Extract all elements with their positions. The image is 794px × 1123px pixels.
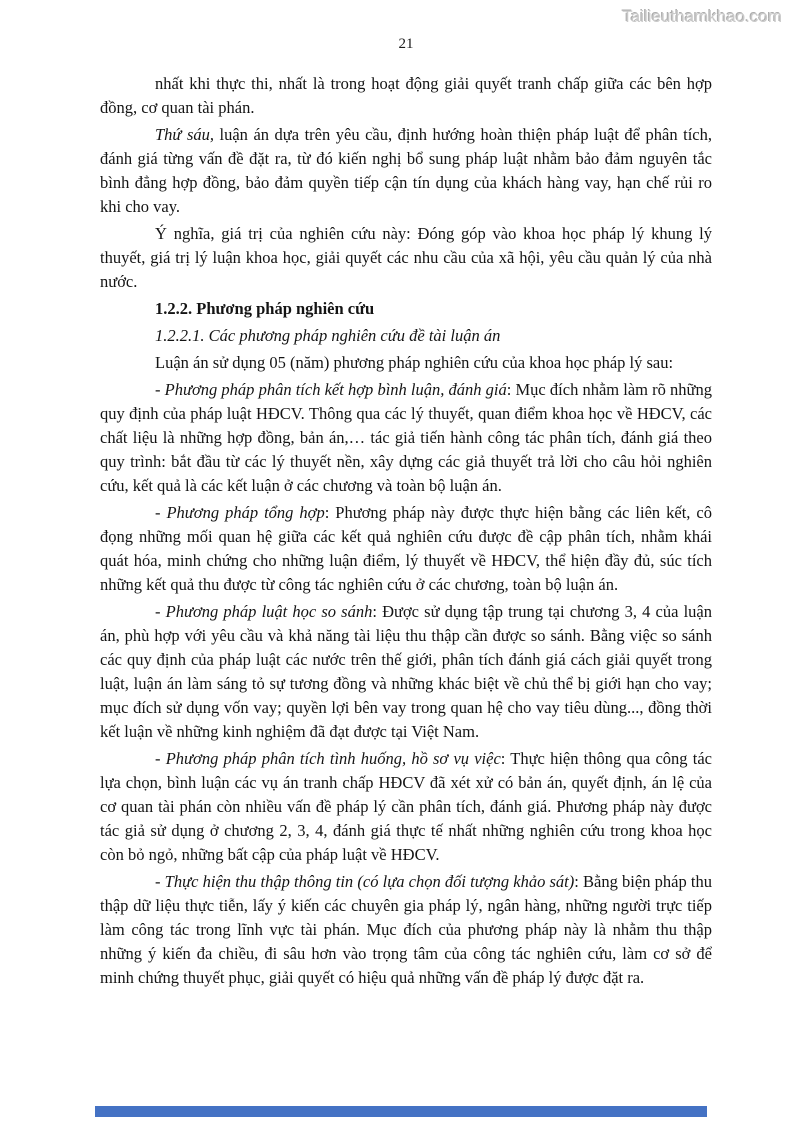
paragraph-text: : Mục đích nhằm làm rõ những quy định của pháp luật HĐCV. Thông qua các lý thuyết, quan điểm khoa học về HĐCV, các chất liệu là những hợp đồng, bản án,… tác giả tiến hành công tác phân tích, đánh giá theo quy trình: bắt đầu từ các lý thuyết nền, xây dựng các giả thuyết trả lời cho câu hỏi nghiên cứu, kết quả là các kết luận ở các chương và toàn bộ luận án. xyxy=(100,380,712,495)
paragraph xyxy=(100,351,712,375)
paragraph xyxy=(100,600,712,744)
paragraph xyxy=(100,72,712,120)
paragraph-text: luận án dựa trên yêu cầu, định hướng hoàn thiện pháp luật để phân tích, đánh giá từng vấn đề đặt ra, từ đó kiến nghị bổ sung pháp luật nhằm bảo đảm nguyên tắc bình đẳng hợp đồng, bảo đảm quyền tiếp cận tín dụng của khách hàng vay, hạn chế rủi ro khi cho vay. xyxy=(100,125,712,216)
paragraph-lead-italic: - Phương pháp phân tích tình huống, hồ sơ vụ việc xyxy=(155,749,501,768)
paragraph-lead-italic: - Phương pháp luật học so sánh xyxy=(155,602,373,621)
paragraph-text: nhất khi thực thi, nhất là trong hoạt động giải quyết tranh chấp giữa các bên hợp đồng, cơ quan tài phán. xyxy=(100,74,712,117)
page-number: 21 xyxy=(398,36,414,52)
section-heading xyxy=(100,297,712,321)
paragraph-lead-italic: Thứ sáu, xyxy=(155,125,214,144)
subheading-text: 1.2.2.1. Các phương pháp nghiên cứu đề tài luận án xyxy=(155,326,501,345)
paragraph-lead-italic: - Thực hiện thu thập thông tin (có lựa chọn đối tượng khảo sát) xyxy=(155,872,575,891)
paragraph-lead-italic: - Phương pháp tổng hợp xyxy=(155,503,325,522)
footer-bar xyxy=(95,1106,707,1117)
paragraph-text: : Phương pháp này được thực hiện bằng các liên kết, cô đọng những mối quan hệ giữa các kết quả nghiên cứu được đề cập phân tích, nhằm khái quát hóa, minh chứng cho những luận điểm, lý thuyết về HĐCV, thể hiện đầy đủ, súc tích những kết quả thu được từ công tác nghiên cứu ở các chương, toàn bộ luận án. xyxy=(100,503,712,594)
paragraph-text: Luận án sử dụng 05 (năm) phương pháp nghiên cứu của khoa học pháp lý sau: xyxy=(155,353,674,372)
paragraph-text: : Bằng biện pháp thu thập dữ liệu thực tiễn, lấy ý kiến các chuyên gia pháp lý, ngân hàng, những người trực tiếp làm công tác trong lĩnh vực tài phán. Mục đích của phương pháp này là nhằm thu thập những ý kiến đa chiều, đi sâu hơn vào trọng tâm của công tác nghiên cứu, làm cơ sở để minh chứng thuyết phục, giải quyết có hiệu quả những vấn đề pháp lý được đặt ra. xyxy=(100,872,712,987)
paragraph-text: : Thực hiện thông qua công tác lựa chọn, bình luận các vụ án tranh chấp HĐCV đã xét xử có bản án, quyết định, án lệ của cơ quan tài phán còn nhiều vấn đề pháp lý cần phân tích, đánh giá. Phương pháp này được tác giả sử dụng ở chương 2, 3, 4, đánh giá thực tế nhất những nghiên cứu trong khoa học còn bỏ ngỏ, những bất cập của pháp luật về HĐCV. xyxy=(100,749,712,864)
paragraph-text: : Được sử dụng tập trung tại chương 3, 4 của luận án, phù hợp với yêu cầu và khả năng tài liệu thu thập cần được so sánh. Bằng việc so sánh các quy định của pháp luật các nước trên thế giới, phân tích đánh giá cách giải quyết trong luật, luận án làm sáng tỏ sự tương đồng và những khác biệt về chủ thể bị giới hạn cho vay; mục đích sử dụng vốn vay; quyền lợi bên vay trong quan hệ cho vay tiêu dùng..., đồng thời kết luận về những kinh nghiệm đã đạt được tại Việt Nam. xyxy=(100,602,712,741)
paragraph xyxy=(100,123,712,219)
section-subheading xyxy=(100,324,712,348)
document-body xyxy=(100,72,712,993)
paragraph xyxy=(100,747,712,867)
heading-text: 1.2.2. Phương pháp nghiên cứu xyxy=(155,299,375,318)
paragraph xyxy=(100,378,712,498)
paragraph-lead-italic: - Phương pháp phân tích kết hợp bình luận, đánh giá xyxy=(155,380,507,399)
site-watermark: Tailieuthamkhao.com xyxy=(622,7,782,26)
paragraph xyxy=(100,870,712,990)
paragraph xyxy=(100,501,712,597)
paragraph-text: Ý nghĩa, giá trị của nghiên cứu này: Đóng góp vào khoa học pháp lý khung lý thuyết, giá trị lý luận khoa học, giải quyết các nhu cầu của xã hội, yêu cầu quản lý của nhà nước. xyxy=(100,224,712,291)
paragraph xyxy=(100,222,712,294)
